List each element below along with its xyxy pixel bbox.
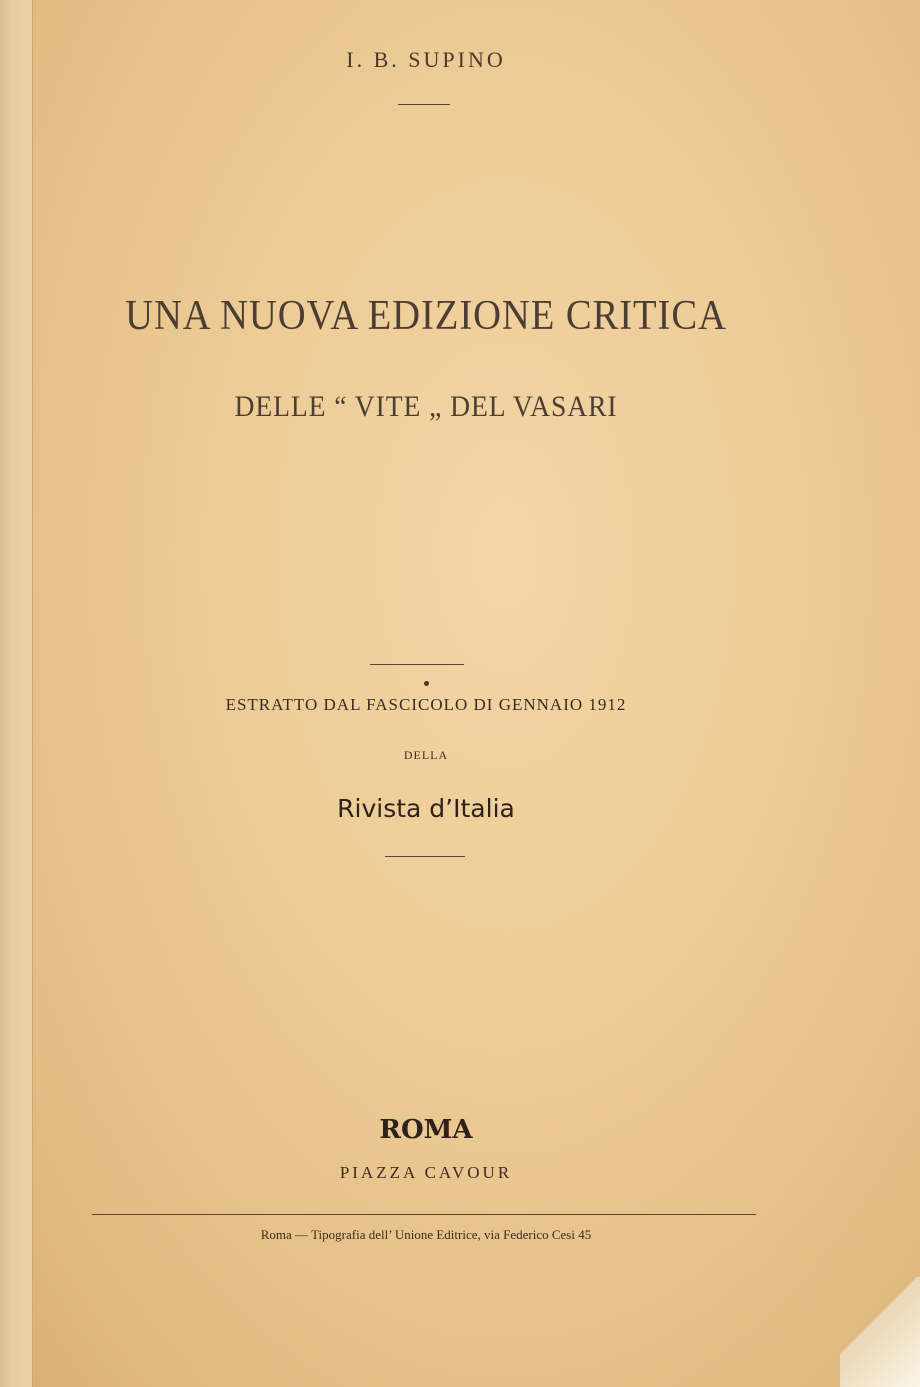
journal-title: Rivista d’Italia [337,794,515,823]
della-label: DELLA [403,748,449,762]
city: ROMA [379,1115,473,1145]
address: PIAZZA CAVOUR [339,1163,513,1182]
author: I. B. SUPINO [346,47,506,72]
journal-rule [385,856,465,857]
imprint-rule [92,1214,756,1215]
subtitle: DELLE “ VITE „ DEL VASARI [234,390,618,423]
page-corner-curl [840,1277,920,1387]
author-rule [398,104,450,105]
extract-rule-top [370,664,464,665]
title: UNA NUOVA EDIZIONE CRITICA [125,293,727,339]
extract-line: ESTRATTO DAL FASCICOLO DI GENNAIO 1912 [225,695,627,714]
printer-imprint: Roma — Tipografia dell’ Unione Editrice, via Federico Cesi 45 [260,1227,592,1242]
ornament-dot [424,681,429,686]
